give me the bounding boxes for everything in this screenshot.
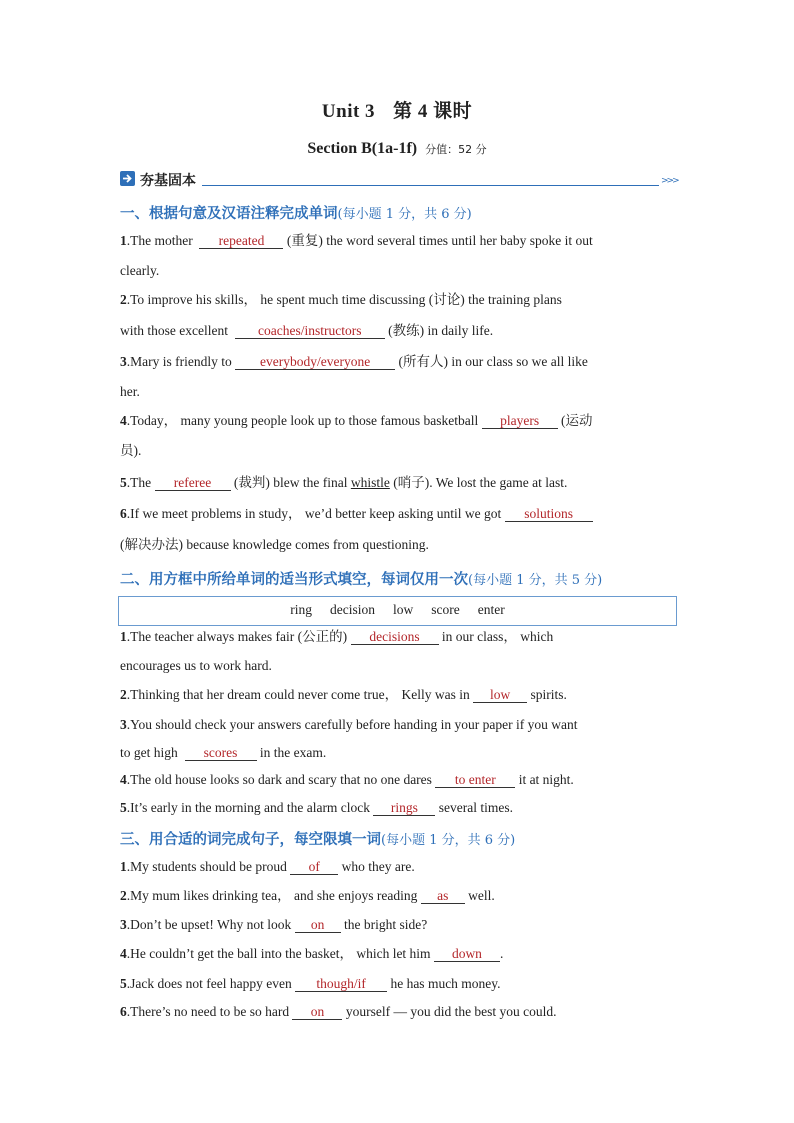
- answer-blank[interactable]: down: [434, 947, 500, 962]
- word-box: [118, 596, 677, 626]
- answer-blank[interactable]: on: [295, 918, 341, 933]
- section-subtitle: [0, 140, 794, 158]
- answer-blank[interactable]: though/if: [295, 977, 387, 992]
- page-title: [0, 96, 794, 123]
- question: 2.Thinking that her dream could never come true， Kelly was in low spirits.: [120, 687, 567, 702]
- lesson-label: 第 4 课时: [393, 101, 473, 122]
- answer-blank[interactable]: rings: [373, 801, 435, 816]
- part3-heading: 三、用合适的词完成句子，每空限填一词(每小题 1 分，共 6 分): [120, 832, 516, 848]
- question: 3.Mary is friendly to everybody/everyone (所有人) in our class so we all like: [120, 354, 588, 369]
- question: 1.My students should be proud of who they are.: [120, 859, 415, 874]
- question-continued: to get high scores in the exam.: [120, 745, 327, 760]
- question: 6.If we meet problems in study， we’d better keep asking until we got solutions: [120, 505, 680, 523]
- answer-blank[interactable]: players: [482, 414, 558, 429]
- question: 2.My mum likes drinking tea， and she enjoys reading as well.: [120, 888, 495, 903]
- part2-heading: 二、用方框中所给单词的适当形式填空，每词仅用一次(每小题 1 分，共 5 分): [120, 572, 603, 588]
- question-continued: (解决办法) because knowledge comes from questioning.: [120, 537, 429, 552]
- section-banner: [120, 170, 678, 190]
- word-item: ring: [290, 602, 313, 617]
- question-continued: 员).: [120, 443, 142, 458]
- question: 3.Don’t be upset! Why not look on the bright side?: [120, 917, 428, 932]
- question-continued: encourages us to work hard.: [120, 658, 272, 673]
- question: 3.You should check your answers carefully before handing in your paper if you want: [120, 717, 578, 732]
- answer-blank[interactable]: decisions: [351, 630, 439, 645]
- question-continued: her.: [120, 384, 140, 399]
- question-continued: with those excellent coaches/instructors (教练) in daily life.: [120, 323, 494, 338]
- answer-blank[interactable]: as: [421, 889, 465, 904]
- answer-blank[interactable]: repeated: [199, 234, 283, 249]
- question: 5.The referee (裁判) blew the final whistle (哨子). We lost the game at last.: [120, 475, 568, 490]
- question: 4.The old house looks so dark and scary that no one dares to enter it at night.: [120, 772, 574, 787]
- question: 6.There’s no need to be so hard on yourself — you did the best you could.: [120, 1004, 557, 1019]
- unit-label: Unit 3: [321, 101, 376, 122]
- question: 1.The mother repeated (重复) the word several times until her baby spoke it out: [120, 233, 593, 248]
- score-label: 分值：52 分: [425, 143, 487, 156]
- answer-blank[interactable]: scores: [185, 746, 257, 761]
- banner-label: 夯基固本: [140, 173, 196, 189]
- question: 2.To improve his skills， he spent much time discussing (讨论) the training plans: [120, 292, 562, 307]
- word-item: low: [393, 602, 414, 617]
- question: 5.Jack does not feel happy even though/if he has much money.: [120, 976, 501, 991]
- underlined-word: whistle: [350, 475, 390, 490]
- question: 4.Today， many young people look up to those famous basketball players (运动: [120, 413, 593, 428]
- banner-divider: [202, 185, 659, 186]
- answer-blank[interactable]: everybody/everyone: [235, 355, 395, 370]
- arrow-icon: [120, 171, 135, 186]
- word-item: score: [431, 602, 460, 617]
- chevrons-icon: >>>: [661, 176, 678, 186]
- answer-blank[interactable]: referee: [155, 476, 231, 491]
- question: 4.He couldn’t get the ball into the basket， which let him down .: [120, 946, 504, 961]
- answer-blank[interactable]: solutions: [505, 507, 593, 522]
- answer-blank[interactable]: on: [292, 1005, 342, 1020]
- answer-blank[interactable]: to enter: [435, 773, 515, 788]
- question: 1.The teacher always makes fair (公正的) decisions in our class， which: [120, 629, 554, 644]
- question: 5.It’s early in the morning and the alarm clock rings several times.: [120, 800, 514, 815]
- answer-blank[interactable]: low: [473, 688, 527, 703]
- answer-blank[interactable]: of: [290, 860, 338, 875]
- question-continued: clearly.: [120, 263, 160, 278]
- part1-heading: 一、根据句意及汉语注释完成单词(每小题 1 分，共 6 分): [120, 206, 472, 222]
- answer-blank[interactable]: coaches/instructors: [235, 324, 385, 339]
- word-item: enter: [477, 602, 505, 617]
- word-item: decision: [330, 602, 376, 617]
- section-label: Section B(1a-1f): [307, 140, 418, 157]
